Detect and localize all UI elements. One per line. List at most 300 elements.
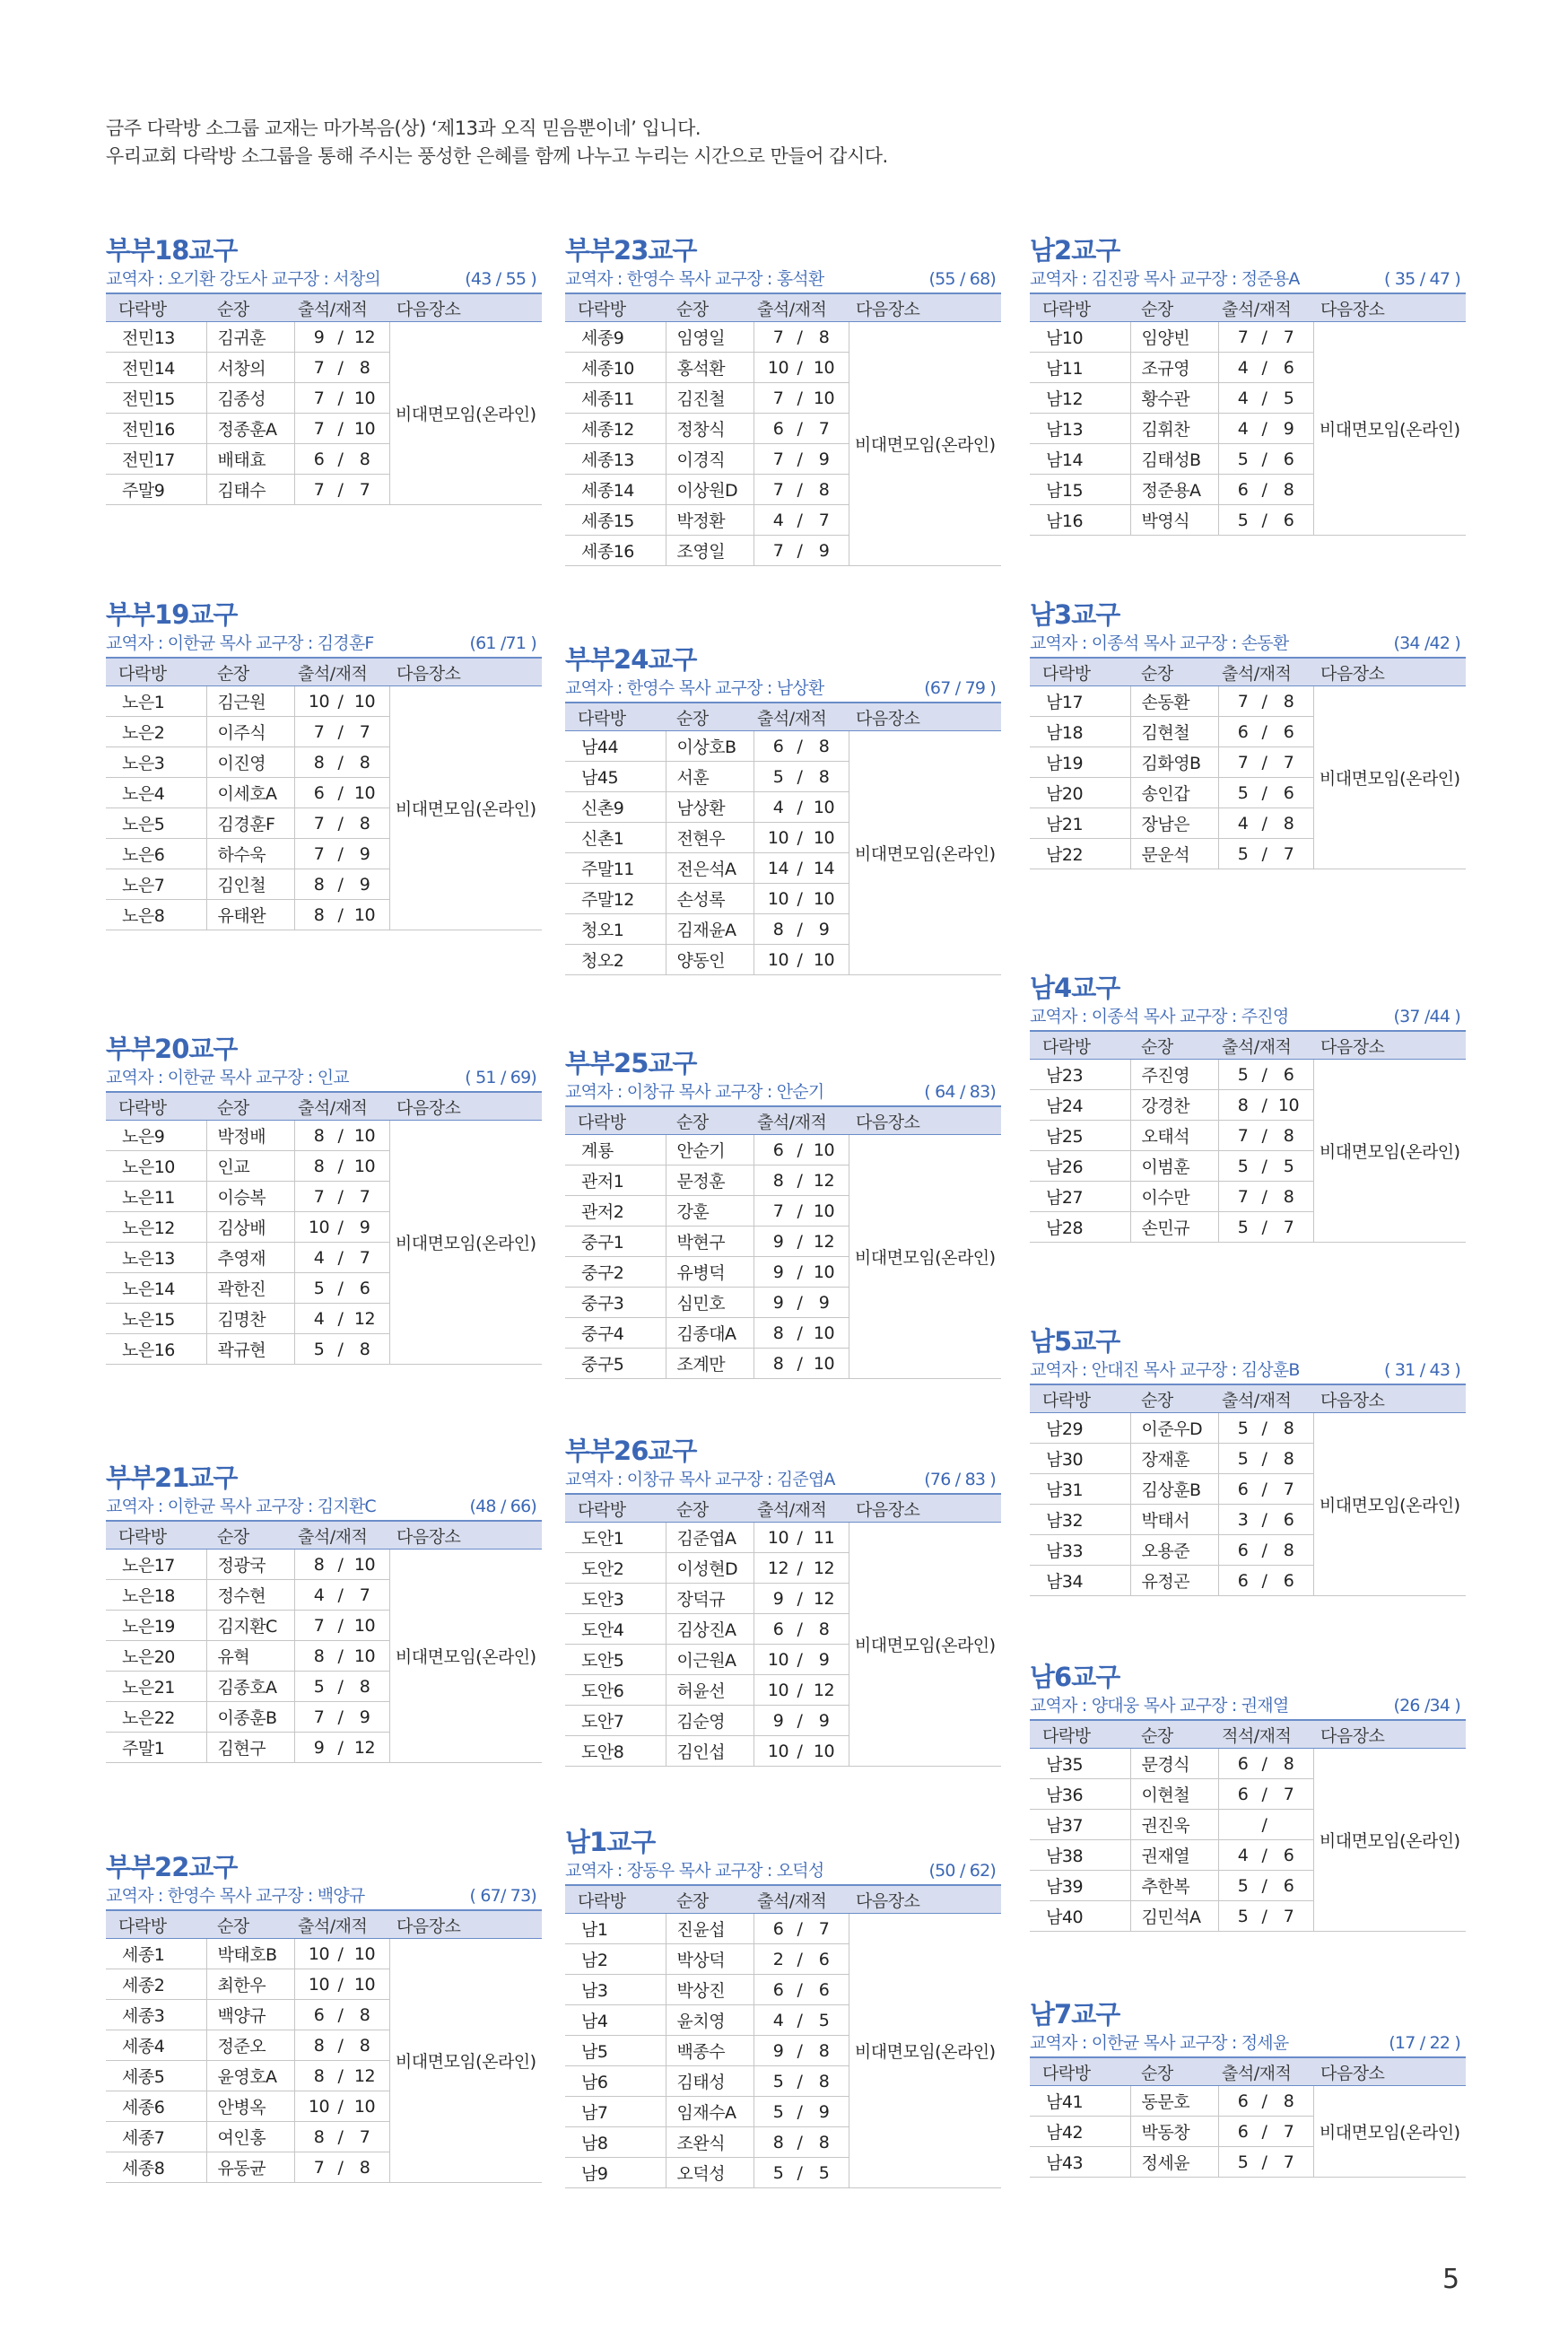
cell-room: 남40 (1030, 1901, 1130, 1932)
district-table (106, 292, 542, 505)
cell-attendance (754, 1288, 849, 1318)
cell-room: 남36 (1030, 1779, 1130, 1810)
district-staff: 교역자 : 양대웅 목사 교구장 : 권재열 (1030, 1696, 1289, 1716)
district-title: 남5교구 (1030, 1326, 1120, 1357)
attended-count: 7 (1237, 1186, 1249, 1207)
cell-leader: 김종대A (666, 1318, 754, 1349)
cell-leader: 전현우 (666, 823, 754, 853)
cell-leader: 이경직 (666, 444, 754, 475)
district-attendance-total: (55 / 68) (928, 269, 996, 289)
cell-room: 남2 (565, 1944, 666, 1975)
attended-count: 4 (772, 510, 784, 530)
attended-count: 7 (313, 479, 325, 500)
table-header-row (1030, 293, 1466, 322)
district-staff: 교역자 : 이창규 목사 교구장 : 김준엽A (565, 1470, 835, 1489)
cell-leader: 백양규 (206, 2000, 294, 2030)
slash-separator: / (797, 2101, 803, 2122)
slash-separator: / (1261, 510, 1267, 530)
enrolled-count: 5 (818, 2010, 830, 2030)
column-header: 다락방 (106, 1910, 206, 1939)
district-info (565, 266, 1001, 292)
slash-separator: / (797, 1139, 803, 1160)
cell-room: 노은17 (106, 1550, 206, 1580)
cell-room: 노은19 (106, 1611, 206, 1641)
cell-attendance (754, 1736, 849, 1767)
district-title: 부부21교구 (106, 1462, 238, 1493)
attended-count: 6 (772, 1139, 784, 1160)
table-row (565, 1914, 1001, 1944)
enrolled-count: 11 (813, 1527, 835, 1548)
district-table (1030, 1384, 1466, 1596)
attended-count: 10 (767, 1741, 789, 1761)
enrolled-count: 10 (353, 418, 376, 439)
cell-attendance (754, 1166, 849, 1196)
attended-count: 4 (1237, 357, 1249, 378)
cell-attendance (754, 1523, 849, 1553)
cell-attendance (294, 2091, 389, 2122)
enrolled-count: 12 (813, 1680, 835, 1700)
cell-room: 남11 (1030, 353, 1130, 383)
district-block (565, 1436, 1001, 1767)
cell-leader: 장덕규 (666, 1584, 754, 1614)
district-info (1030, 266, 1466, 292)
cell-attendance (1218, 383, 1313, 414)
cell-room: 남26 (1030, 1151, 1130, 1182)
enrolled-count: 8 (818, 1619, 830, 1639)
attended-count: 10 (767, 1649, 789, 1670)
district-table (106, 657, 542, 930)
column-header: 다음장소 (1313, 293, 1466, 322)
cell-room: 남12 (1030, 383, 1130, 414)
district-info (106, 266, 542, 292)
slash-separator: / (797, 479, 803, 500)
cell-room: 전민16 (106, 414, 206, 444)
enrolled-count: 8 (818, 479, 830, 500)
cell-room: 노은21 (106, 1672, 206, 1702)
cell-room: 주말11 (565, 853, 666, 884)
district-attendance-total: ( 51 / 69) (465, 1068, 536, 1087)
intro-line-1: 금주 다락방 소그룹 교재는 마가복음(상) ‘제13과 오직 믿음뿐이네’ 입니다. (106, 118, 701, 139)
cell-room: 노은4 (106, 778, 206, 808)
cell-attendance (1218, 2117, 1313, 2147)
column-header: 다음장소 (389, 658, 542, 686)
district-info (1030, 1692, 1466, 1719)
cell-leader: 서훈 (666, 762, 754, 792)
attended-count: 6 (772, 1619, 784, 1639)
district-title: 남2교구 (1030, 235, 1120, 266)
enrolled-count: 8 (359, 357, 370, 378)
enrolled-count: 8 (1283, 813, 1294, 834)
cell-room: 남20 (1030, 778, 1130, 808)
district-table (565, 1493, 1001, 1767)
attended-count: 10 (767, 1680, 789, 1700)
cell-leader: 문경식 (1130, 1749, 1218, 1779)
cell-leader: 정준용A (1130, 475, 1218, 505)
slash-separator: / (797, 2071, 803, 2091)
slash-separator: / (337, 357, 344, 378)
slash-separator: / (797, 1558, 803, 1578)
table-header-row (565, 1106, 1001, 1135)
cell-attendance (754, 914, 849, 945)
enrolled-count: 8 (1283, 1125, 1294, 1146)
enrolled-count: 7 (359, 721, 370, 742)
enrolled-count: 10 (813, 1262, 835, 1282)
district-staff: 교역자 : 한영수 목사 교구장 : 백양규 (106, 1886, 365, 1906)
attended-count: 6 (1237, 1753, 1249, 1774)
attended-count: 6 (772, 736, 784, 756)
attended-count: 6 (1237, 2091, 1249, 2111)
slash-separator: / (1261, 357, 1267, 378)
cell-room: 남10 (1030, 322, 1130, 353)
enrolled-count: 7 (1283, 843, 1294, 864)
slash-separator: / (797, 2040, 803, 2061)
cell-leader: 이승복 (206, 1182, 294, 1212)
slash-separator: / (797, 827, 803, 848)
cell-attendance (1218, 1810, 1313, 1840)
cell-leader: 오용준 (1130, 1535, 1218, 1566)
slash-separator: / (797, 510, 803, 530)
cell-leader: 정준오 (206, 2030, 294, 2061)
slash-separator: / (337, 2126, 344, 2147)
district-attendance-total: (76 / 83 ) (924, 1470, 996, 1489)
cell-room: 남28 (1030, 1212, 1130, 1243)
slash-separator: / (337, 1554, 344, 1575)
enrolled-count: 8 (359, 752, 370, 773)
district-title: 부부20교구 (106, 1034, 238, 1064)
district-attendance-total: (34 /42 ) (1393, 633, 1460, 653)
cell-leader: 유정곤 (1130, 1566, 1218, 1596)
cell-leader: 전은석A (666, 853, 754, 884)
cell-room: 노은3 (106, 747, 206, 778)
attended-count: 8 (313, 1646, 325, 1666)
cell-leader: 강훈 (666, 1196, 754, 1227)
cell-attendance (1218, 717, 1313, 747)
enrolled-count: 7 (1283, 1906, 1294, 1926)
cell-attendance (1218, 1090, 1313, 1121)
enrolled-count: 10 (353, 1974, 376, 1995)
cell-attendance (294, 686, 389, 717)
district-table (1030, 292, 1466, 536)
cell-attendance (1218, 839, 1313, 869)
column-header: 순장 (1130, 2057, 1218, 2086)
cell-room: 남33 (1030, 1535, 1130, 1566)
page-number: 5 (1442, 2264, 1460, 2295)
enrolled-count: 7 (359, 479, 370, 500)
cell-attendance (294, 1243, 389, 1273)
cell-leader: 송인갑 (1130, 778, 1218, 808)
cell-attendance (1218, 505, 1313, 536)
cell-room: 세종3 (106, 2000, 206, 2030)
column-header: 다락방 (106, 293, 206, 322)
table-header-row (106, 658, 542, 686)
slash-separator: / (337, 1186, 344, 1207)
slash-separator: / (1261, 1186, 1267, 1207)
cell-leader: 윤영호A (206, 2061, 294, 2091)
cell-leader: 추영재 (206, 1243, 294, 1273)
cell-attendance (294, 747, 389, 778)
district-attendance-total: (26 /34 ) (1393, 1696, 1460, 1716)
enrolled-count: 9 (818, 2101, 830, 2122)
attended-count: 4 (772, 797, 784, 817)
slash-separator: / (1261, 327, 1267, 347)
enrolled-count: 9 (359, 843, 370, 864)
district-info (106, 1882, 542, 1909)
slash-separator: / (797, 1292, 803, 1313)
district-block (1030, 235, 1466, 536)
cell-room: 도안5 (565, 1645, 666, 1675)
table-row (565, 322, 1001, 353)
cell-attendance (754, 2158, 849, 2188)
district-staff: 교역자 : 이한균 목사 교구장 : 정세윤 (1030, 2033, 1289, 2053)
slash-separator: / (797, 1680, 803, 1700)
attended-count: 10 (308, 691, 330, 712)
cell-attendance (294, 1641, 389, 1672)
cell-next-place: 비대면모임(온라인) (389, 322, 542, 505)
cell-attendance (1218, 686, 1313, 717)
cell-attendance (1218, 1151, 1313, 1182)
cell-attendance (1218, 1901, 1313, 1932)
attended-count: 8 (313, 2065, 325, 2086)
enrolled-count: 8 (1283, 479, 1294, 500)
cell-room: 도안8 (565, 1736, 666, 1767)
slash-separator: / (797, 1527, 803, 1548)
slash-separator: / (1261, 479, 1267, 500)
cell-attendance (294, 1334, 389, 1365)
slash-separator: / (337, 2065, 344, 2086)
cell-leader: 정광국 (206, 1550, 294, 1580)
cell-leader: 임영일 (666, 322, 754, 353)
column-header: 출석/재적 (294, 1092, 389, 1121)
cell-attendance (1218, 444, 1313, 475)
enrolled-count: 7 (818, 418, 830, 439)
table-header-row (106, 1910, 542, 1939)
column-header: 다음장소 (389, 1092, 542, 1121)
column-header: 다음장소 (849, 293, 1001, 322)
cell-attendance (754, 1914, 849, 1944)
attended-count: 7 (772, 1200, 784, 1221)
attended-count: 7 (313, 1186, 325, 1207)
cell-leader: 윤치영 (666, 2005, 754, 2036)
slash-separator: / (1261, 1418, 1267, 1438)
cell-leader: 김상훈B (1130, 1474, 1218, 1505)
cell-attendance (294, 839, 389, 869)
district-info (1030, 630, 1466, 657)
cell-attendance (754, 353, 849, 383)
table-row (565, 1135, 1001, 1166)
attended-count: 6 (772, 1918, 784, 1939)
district-title: 부부18교구 (106, 235, 238, 266)
cell-attendance (754, 383, 849, 414)
column-header: 출석/재적 (294, 1910, 389, 1939)
slash-separator: / (337, 1646, 344, 1666)
cell-room: 세종16 (565, 536, 666, 566)
slash-separator: / (797, 1170, 803, 1191)
cell-next-place: 비대면모임(온라인) (849, 322, 1001, 566)
district-info (1030, 1003, 1466, 1030)
cell-attendance (754, 1318, 849, 1349)
attended-count: 10 (308, 1217, 330, 1237)
enrolled-count: 9 (818, 1292, 830, 1313)
cell-leader: 김순영 (666, 1706, 754, 1736)
attended-count: 8 (313, 904, 325, 925)
cell-attendance (754, 884, 849, 914)
cell-leader: 오덕성 (666, 2158, 754, 2188)
attended-count: 7 (772, 479, 784, 500)
column-header: 다락방 (565, 1106, 666, 1135)
slash-separator: / (1261, 418, 1267, 439)
cell-attendance (294, 1611, 389, 1641)
cell-room: 남34 (1030, 1566, 1130, 1596)
cell-attendance (754, 505, 849, 536)
attended-count: 7 (313, 418, 325, 439)
cell-room: 노은11 (106, 1182, 206, 1212)
enrolled-count: 7 (1283, 2121, 1294, 2142)
cell-leader: 조규영 (1130, 353, 1218, 383)
cell-leader: 곽한진 (206, 1273, 294, 1304)
attended-count: 10 (308, 1943, 330, 1964)
slash-separator: / (797, 1918, 803, 1939)
enrolled-count: 5 (1283, 1156, 1294, 1176)
cell-attendance (754, 1553, 849, 1584)
cell-room: 남7 (565, 2097, 666, 2127)
district-block (565, 1827, 1001, 2188)
cell-room: 청오1 (565, 914, 666, 945)
cell-leader: 유동균 (206, 2152, 294, 2183)
intro-text (106, 115, 888, 170)
attended-count: 10 (308, 1974, 330, 1995)
cell-attendance (1218, 1871, 1313, 1901)
cell-room: 노은15 (106, 1304, 206, 1334)
table-row (1030, 686, 1466, 717)
cell-room: 남23 (1030, 1060, 1130, 1090)
cell-leader: 김태수 (206, 475, 294, 505)
cell-leader: 배태효 (206, 444, 294, 475)
attended-count: 8 (772, 2132, 784, 2152)
cell-leader: 진윤섭 (666, 1914, 754, 1944)
attended-count: 5 (1237, 1906, 1249, 1926)
cell-attendance (1218, 1474, 1313, 1505)
slash-separator: / (797, 1949, 803, 1969)
attended-count: 10 (767, 357, 789, 378)
cell-leader: 김현철 (1130, 717, 1218, 747)
column-header: 다음장소 (1313, 1384, 1466, 1413)
column-header: 순장 (206, 1521, 294, 1550)
cell-leader: 김상진A (666, 1614, 754, 1645)
cell-leader: 주진영 (1130, 1060, 1218, 1090)
attended-count: 5 (313, 1339, 325, 1359)
cell-next-place: 비대면모임(온라인) (1313, 686, 1466, 869)
cell-attendance (294, 2152, 389, 2183)
cell-attendance (294, 2061, 389, 2091)
district-staff: 교역자 : 이한균 목사 교구장 : 김지환C (106, 1497, 376, 1516)
enrolled-count: 7 (1283, 1784, 1294, 1804)
cell-leader: 이종훈B (206, 1702, 294, 1733)
cell-attendance (754, 475, 849, 505)
cell-attendance (754, 1645, 849, 1675)
attended-count: 8 (313, 1156, 325, 1176)
slash-separator: / (337, 1943, 344, 1964)
cell-room: 남32 (1030, 1505, 1130, 1535)
cell-leader: 인교 (206, 1151, 294, 1182)
cell-room: 노은1 (106, 686, 206, 717)
attended-count: 6 (772, 1979, 784, 2000)
cell-room: 남38 (1030, 1840, 1130, 1871)
attended-count: 8 (772, 1170, 784, 1191)
cell-attendance (754, 2097, 849, 2127)
table-header-row (1030, 2057, 1466, 2086)
enrolled-count: 12 (353, 1308, 376, 1329)
cell-leader: 이현철 (1130, 1779, 1218, 1810)
cell-attendance (294, 1733, 389, 1763)
attended-count: 6 (313, 2004, 325, 2025)
cell-room: 남4 (565, 2005, 666, 2036)
cell-room: 중구5 (565, 1349, 666, 1379)
district-staff: 교역자 : 장동우 목사 교구장 : 오덕성 (565, 1861, 824, 1881)
district-attendance-total: (48 / 66) (469, 1497, 536, 1516)
column-header: 순장 (1130, 658, 1218, 686)
cell-attendance (294, 353, 389, 383)
cell-leader: 권재열 (1130, 1840, 1218, 1871)
cell-room: 남27 (1030, 1182, 1130, 1212)
enrolled-count: 12 (813, 1558, 835, 1578)
district-block (1030, 1662, 1466, 1932)
cell-leader: 김재윤A (666, 914, 754, 945)
cell-room: 세종9 (565, 322, 666, 353)
cell-room: 남30 (1030, 1444, 1130, 1474)
cell-room: 노은9 (106, 1121, 206, 1151)
cell-next-place: 비대면모임(온라인) (1313, 322, 1466, 536)
slash-separator: / (337, 904, 344, 925)
enrolled-count: 10 (1277, 1095, 1300, 1115)
column-header: 순장 (206, 1910, 294, 1939)
cell-room: 남41 (1030, 2086, 1130, 2117)
attended-count: 10 (767, 949, 789, 970)
slash-separator: / (797, 1649, 803, 1670)
cell-attendance (294, 1304, 389, 1334)
cell-attendance (1218, 414, 1313, 444)
attended-count: 6 (1237, 1784, 1249, 1804)
district-attendance-total: (37 /44 ) (1393, 1007, 1460, 1026)
cell-room: 남31 (1030, 1474, 1130, 1505)
column-header: 다음장소 (1313, 658, 1466, 686)
slash-separator: / (1261, 691, 1267, 712)
cell-attendance (754, 1944, 849, 1975)
cell-leader: 최한우 (206, 1969, 294, 2000)
table-row (1030, 1060, 1466, 1090)
slash-separator: / (1261, 1064, 1267, 1085)
slash-separator: / (337, 2096, 344, 2117)
slash-separator: / (337, 782, 344, 803)
cell-attendance (1218, 2147, 1313, 2178)
cell-leader: 김휘찬 (1130, 414, 1218, 444)
cell-room: 관저2 (565, 1196, 666, 1227)
attended-count: 6 (772, 418, 784, 439)
cell-next-place: 비대면모임(온라인) (389, 1550, 542, 1763)
cell-attendance (294, 1702, 389, 1733)
cell-leader: 남상환 (666, 792, 754, 823)
cell-attendance (294, 1939, 389, 1969)
enrolled-count (1273, 1815, 1305, 1835)
cell-room: 노은22 (106, 1702, 206, 1733)
cell-room: 노은6 (106, 839, 206, 869)
cell-leader: 김명찬 (206, 1304, 294, 1334)
slash-separator: / (797, 2162, 803, 2183)
cell-leader: 안순기 (666, 1135, 754, 1166)
cell-next-place: 비대면모임(온라인) (1313, 2086, 1466, 2178)
attended-count: 6 (1237, 479, 1249, 500)
slash-separator: / (337, 327, 344, 347)
district-title: 부부25교구 (565, 1048, 697, 1078)
